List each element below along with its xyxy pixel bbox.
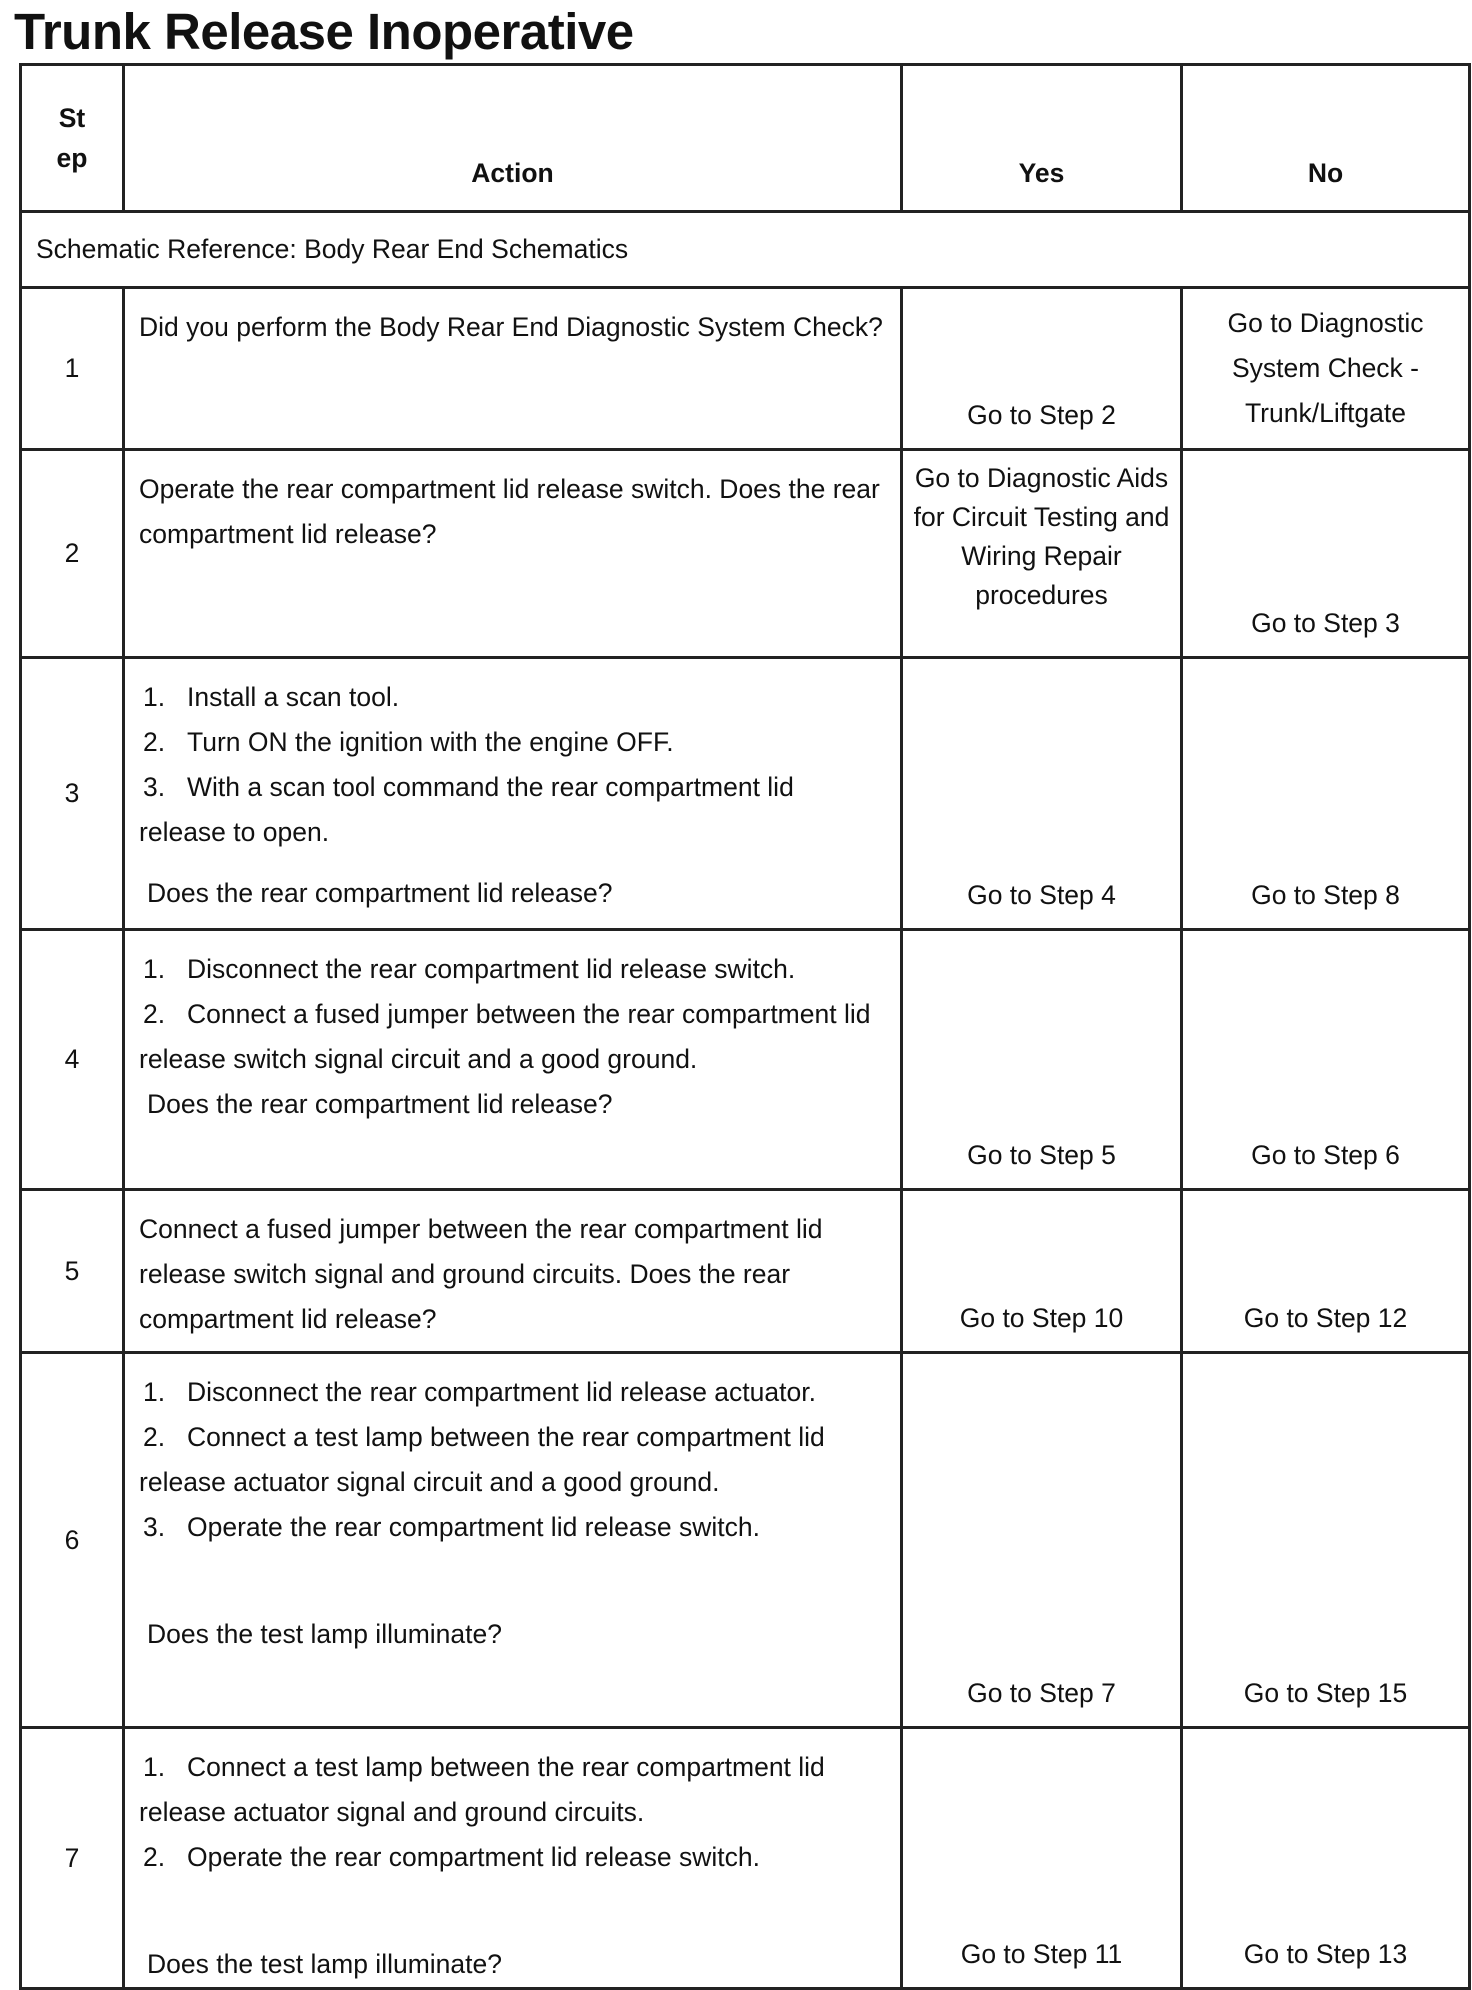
step-number: 5 <box>21 1190 124 1353</box>
question-text: Does the rear compartment lid release? <box>147 1089 613 1119</box>
action-text: Did you perform the Body Rear End Diagnostic System Check? <box>124 288 902 450</box>
step-column-header: St ep <box>21 65 124 212</box>
yes-result: Go to Step 11 <box>902 1728 1182 1989</box>
page-title: Trunk Release Inoperative <box>14 3 634 60</box>
list-item: 2. Connect a fused jumper between the rear compartment lid release switch signal circuit and a good ground. <box>139 999 871 1074</box>
table-row <box>21 658 1470 930</box>
schematic-reference-row <box>21 212 1470 288</box>
yes-result: Go to Step 5 <box>902 930 1182 1190</box>
table-row <box>21 1190 1470 1353</box>
yes-result: Go to Step 2 <box>902 288 1182 450</box>
list-item: 1. Connect a test lamp between the rear compartment lid release actuator signal and ground circuits. <box>139 1752 825 1827</box>
list-item: 3. Operate the rear compartment lid release switch. <box>143 1512 760 1542</box>
table-row <box>21 1353 1470 1728</box>
action-column-header: Action <box>124 65 902 212</box>
list-item: 2. Operate the rear compartment lid release switch. <box>143 1842 760 1872</box>
list-item: 1. Disconnect the rear compartment lid release actuator. <box>143 1377 816 1407</box>
step-number: 2 <box>21 450 124 658</box>
question-text: Does the rear compartment lid release? <box>147 878 613 908</box>
step-number: 3 <box>21 658 124 930</box>
yes-column-header: Yes <box>902 65 1182 212</box>
no-result: Go to Step 12 <box>1182 1190 1470 1353</box>
step-number: 4 <box>21 930 124 1190</box>
question-text: Does the test lamp illuminate? <box>147 1949 502 1979</box>
action-cell <box>124 1728 902 1989</box>
yes-result: Go to Step 4 <box>902 658 1182 930</box>
no-result: Go to Step 6 <box>1182 930 1470 1190</box>
no-column-header: No <box>1182 65 1470 212</box>
diagnostic-table <box>19 63 1471 1990</box>
no-result: Go to Diagnostic System Check - Trunk/Liftgate <box>1182 288 1470 450</box>
action-text: Operate the rear compartment lid release switch. Does the rear compartment lid release? <box>124 450 902 658</box>
step-number: 6 <box>21 1353 124 1728</box>
table-row <box>21 1728 1470 1989</box>
action-cell <box>124 1353 902 1728</box>
action-cell <box>124 930 902 1190</box>
table-row <box>21 288 1470 450</box>
no-result: Go to Step 3 <box>1182 450 1470 658</box>
yes-result: Go to Step 7 <box>902 1353 1182 1728</box>
no-result: Go to Step 15 <box>1182 1353 1470 1728</box>
list-item: 1. Disconnect the rear compartment lid release switch. <box>143 954 796 984</box>
step-number: 1 <box>21 288 124 450</box>
action-cell <box>124 658 902 930</box>
list-item: 3. With a scan tool command the rear compartment lid release to open. <box>139 772 794 847</box>
no-result: Go to Step 8 <box>1182 658 1470 930</box>
list-item: 1. Install a scan tool. <box>143 682 400 712</box>
question-text: Does the test lamp illuminate? <box>147 1619 502 1649</box>
step-number: 7 <box>21 1728 124 1989</box>
yes-result: Go to Diagnostic Aids for Circuit Testing and Wiring Repair procedures <box>902 450 1182 658</box>
no-result: Go to Step 13 <box>1182 1728 1470 1989</box>
schematic-reference: Schematic Reference: Body Rear End Schematics <box>21 212 1470 288</box>
list-item: 2. Connect a test lamp between the rear compartment lid release actuator signal circuit and a good ground. <box>139 1422 825 1497</box>
table-row <box>21 930 1470 1190</box>
header-row <box>21 65 1470 212</box>
action-text: Connect a fused jumper between the rear compartment lid release switch signal and ground circuits. Does the rear compartment lid release? <box>124 1190 902 1353</box>
list-item: 2. Turn ON the ignition with the engine OFF. <box>143 727 674 757</box>
table-row <box>21 450 1470 658</box>
yes-result: Go to Step 10 <box>902 1190 1182 1353</box>
